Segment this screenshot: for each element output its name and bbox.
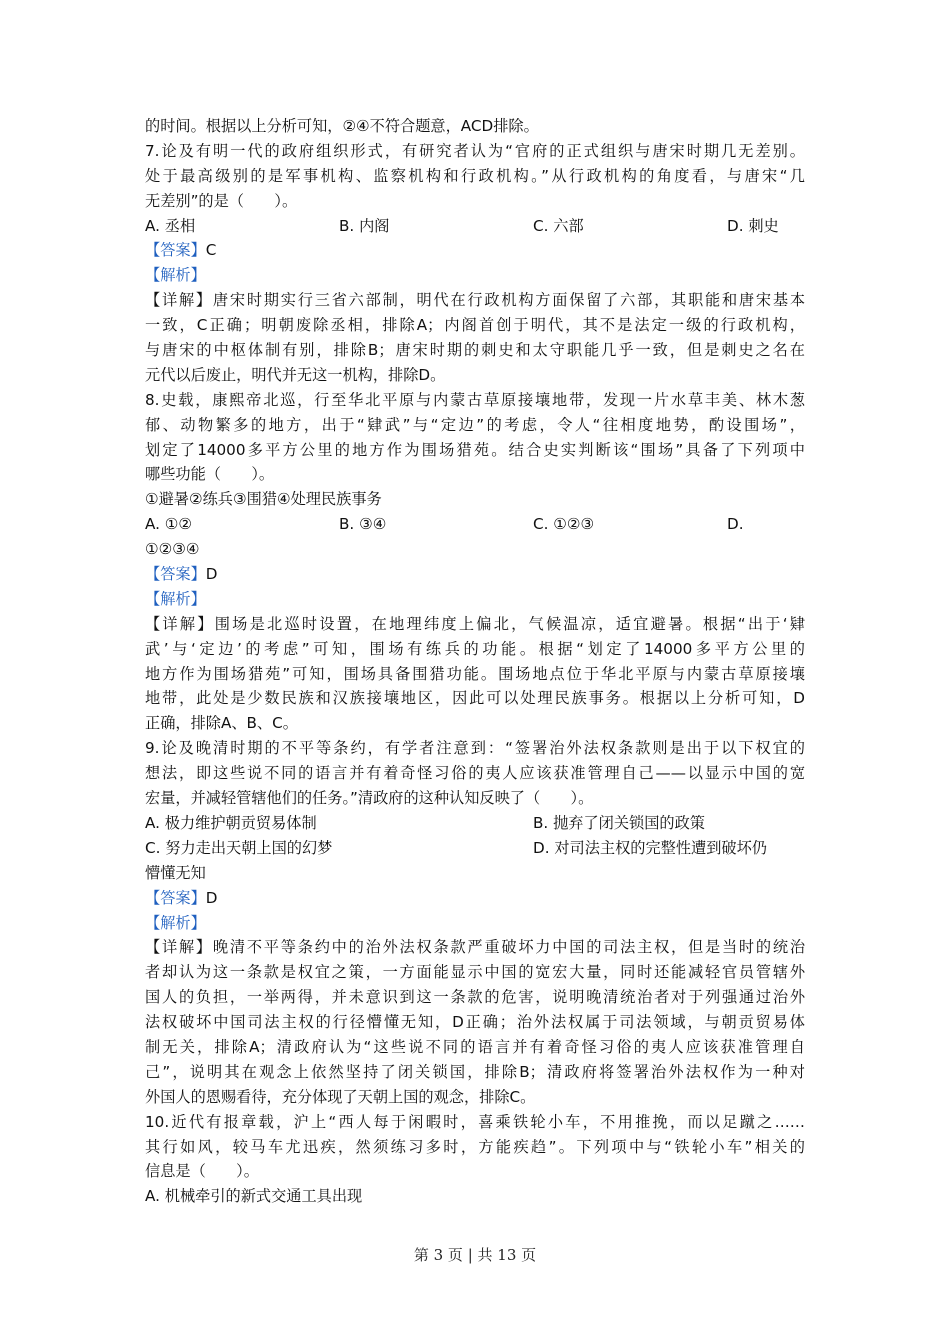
question-10-stem: 其行如风，较马车尤迅疾，然须练习多时，方能疾趋”。下列项中与“铁轮小车”相关的 <box>145 1137 805 1156</box>
answer-value: D <box>205 565 218 584</box>
detail-text: 围场是北巡时设置，在地理纬度上偏北，气候温凉，适宜避暑。根据“出于‘肄 <box>214 614 806 633</box>
text-line: 的时间。根据以上分析可知，②④不符合题意，ACD排除。 <box>145 117 539 135</box>
answer-tag: 【答案】 <box>145 888 206 907</box>
detail-text: 唐宋时期实行三省六部制，明代在行政机构方面保留了六部，其职能和唐宋基本 <box>212 291 805 310</box>
detail-text: 法权破坏中国司法主权的行径懵懂无知，D正确；治外法权属于司法领域，与朝贡贸易体 <box>145 1013 805 1032</box>
option-b: B. 内阁 <box>339 216 390 235</box>
answer-line <box>145 886 805 911</box>
question-8-items: ①避暑②练兵③围猎④处理民族事务 <box>145 490 382 509</box>
option-a: A. 极力维护朝贡贸易体制 <box>145 813 317 832</box>
detail-tag: 【详解】 <box>145 938 213 957</box>
answer-value: D <box>205 888 218 907</box>
option-a: A. 机械牵引的新式交通工具出现 <box>145 1187 363 1206</box>
question-7-stem: 无差别”的是（ ）。 <box>145 191 298 210</box>
analysis-line <box>145 263 805 288</box>
detail-text: 与唐宋的中枢体制有别，排除B；唐宋时期的刺史和太守职能几乎一致，但是刺史之名在 <box>145 341 805 360</box>
detail-text: 地方作为围场猎苑”可知，围场具备围猎功能。围场地点位于华北平原与内蒙古草原接壤 <box>145 664 805 683</box>
document-page <box>145 114 805 1209</box>
detail-line <box>145 612 805 637</box>
detail-text: 一致，C正确；明朝废除丞相，排除A；内阁首创于明代，其不是法定一级的行政机构， <box>145 316 805 335</box>
question-8-stem: 划定了14000多平方公里的地方作为围场猎苑。结合史实判断该“围场”具备了下列项中 <box>145 440 805 459</box>
answer-tag: 【答案】 <box>145 241 206 260</box>
answer-line <box>145 562 805 587</box>
detail-text: 元代以后废止，明代并无这一机构，排除D。 <box>145 365 446 384</box>
option-a: A. ①② <box>145 515 193 534</box>
detail-text: 国人的负担，一举两得，并未意识到这一条款的危害，说明晚清统治者对于列强通过治外 <box>145 988 805 1007</box>
analysis-line <box>145 911 805 936</box>
question-8-options <box>145 512 805 537</box>
detail-line <box>145 935 805 960</box>
question-9-options-row1 <box>145 811 805 836</box>
option-d: D. 刺史 <box>727 216 779 235</box>
page-footer: 第 3 页 | 共 13 页 <box>413 1246 537 1264</box>
option-d: D. <box>727 515 744 534</box>
answer-line <box>145 238 805 263</box>
detail-text: 制无关，排除A；清政府认为“这些说不同的语言并有着奇怪习俗的夷人应该获准管理自 <box>145 1037 805 1056</box>
detail-tag: 【详解】 <box>145 291 213 310</box>
question-7-stem: 7.论及有明一代的政府组织形式，有研究者认为“官府的正式组织与唐宋时期几无差别。 <box>145 141 805 160</box>
detail-text: 己”，说明其在观念上依然坚持了闭关锁国，排除B；清政府将签署治外法权作为一种对 <box>145 1062 805 1081</box>
detail-text: 外国人的恩赐看待，充分体现了天朝上国的观念，排除C。 <box>145 1087 536 1106</box>
option-c: C. 六部 <box>533 216 584 235</box>
question-9-stem: 9.论及晚清时期的不平等条约，有学者注意到：“签署治外法权条款则是出于以下权宜的 <box>145 739 805 758</box>
question-9-options-row2 <box>145 836 805 861</box>
option-d-continued: ①②③④ <box>145 540 200 559</box>
analysis-line <box>145 587 805 612</box>
question-8-stem: 8.史载，康熙帝北巡，行至华北平原与内蒙古草原接壤地带，发现一片水草丰美、林木葱 <box>145 390 805 409</box>
detail-text: 者却认为这一条款是权宜之策，一方面能显示中国的宽宏大量，同时还能减轻官员管辖外 <box>145 963 805 982</box>
option-c: C. ①②③ <box>533 515 595 534</box>
detail-line <box>145 288 805 313</box>
option-d: D. 对司法主权的完整性遭到破坏仍 <box>533 838 767 857</box>
question-10-stem: 10.近代有报章载，沪上“西人每于闲暇时，喜乘铁轮小车，不用推挽，而以足蹴之…… <box>145 1112 805 1131</box>
question-9-stem: 想法，即这些说不同的语言并有着奇怪习俗的夷人应该获准管理自己——以显示中国的宽 <box>145 764 805 783</box>
question-7-options <box>145 214 805 239</box>
question-8-stem: 哪些功能（ ）。 <box>145 465 275 484</box>
option-d-continued: 懵懂无知 <box>145 863 206 882</box>
analysis-tag: 【解析】 <box>145 589 206 608</box>
detail-text: 晚清不平等条约中的治外法权条款严重破坏力中国的司法主权，但是当时的统治 <box>212 938 805 957</box>
option-c: C. 努力走出天朝上国的幻梦 <box>145 838 333 857</box>
detail-text: 正确，排除A、B、C。 <box>145 714 298 733</box>
answer-tag: 【答案】 <box>145 565 206 584</box>
option-a: A. 丞相 <box>145 216 196 235</box>
analysis-tag: 【解析】 <box>145 266 206 285</box>
answer-value: C <box>205 241 217 260</box>
analysis-tag: 【解析】 <box>145 913 206 932</box>
detail-text: 地带，此处是少数民族和汉族接壤地区，因此可以处理民族事务。根据以上分析可知，D <box>145 689 805 708</box>
question-10-stem: 信息是（ ）。 <box>145 1162 259 1181</box>
question-9-stem: 宏量，并减轻管辖他们的任务。”清政府的这种认知反映了（ ）。 <box>145 789 594 808</box>
question-7-stem: 处于最高级别的是军事机构、监察机构和行政机构。”从行政机构的角度看，与唐宋“几 <box>145 166 805 185</box>
question-8-stem: 郁、动物繁多的地方，出于“肄武”与“定边”的考虑，令人“往相度地势，酌设围场”， <box>145 415 805 434</box>
option-b: B. 抛弃了闭关锁国的政策 <box>533 813 705 832</box>
detail-text: 武’与‘定边’的考虑”可知，围场有练兵的功能。根据“划定了14000多平方公里的 <box>145 639 805 658</box>
detail-tag: 【详解】 <box>145 614 215 633</box>
option-b: B. ③④ <box>339 515 387 534</box>
